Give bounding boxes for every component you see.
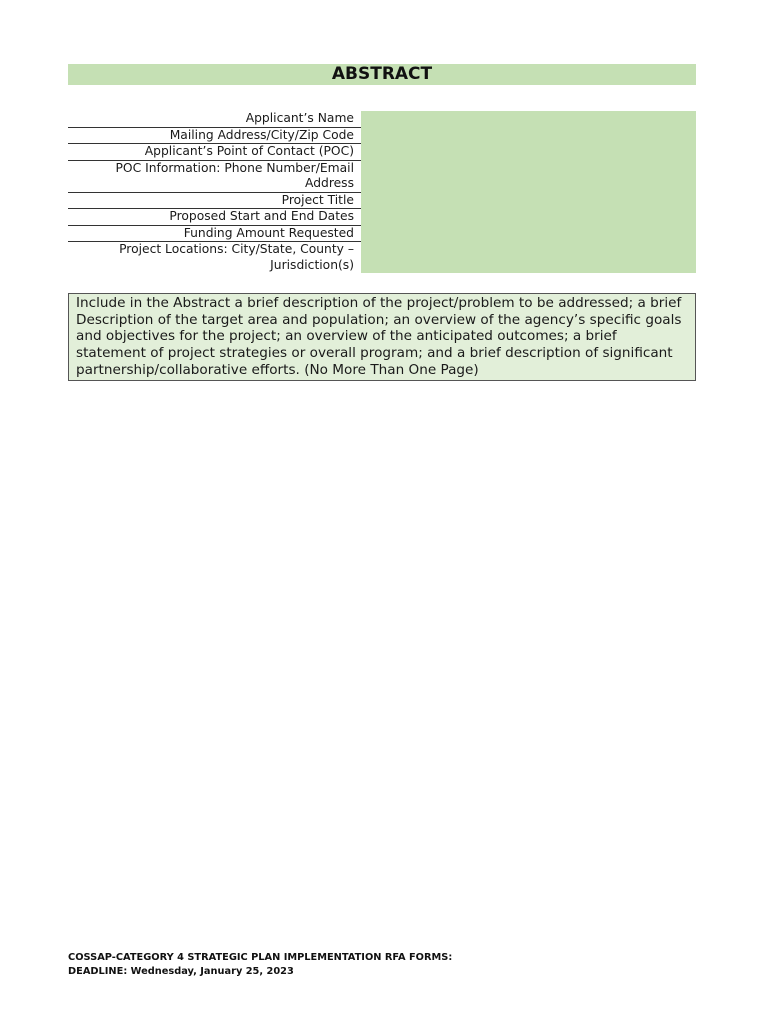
field-label-funding-amount: Funding Amount Requested: [68, 226, 361, 243]
field-label-applicant-name: Applicant’s Name: [68, 111, 361, 128]
field-label-start-end-dates: Proposed Start and End Dates: [68, 209, 361, 226]
field-label-poc-information: POC Information: Phone Number/Email Address: [68, 161, 361, 193]
footer-program-title: COSSAP-CATEGORY 4 STRATEGIC PLAN IMPLEMENTATION RFA FORMS:: [68, 952, 453, 963]
footer-deadline: DEADLINE: Wednesday, January 25, 2023: [68, 966, 294, 977]
field-label-project-title: Project Title: [68, 193, 361, 210]
document-footer: [68, 951, 452, 979]
applicant-info-form: [68, 111, 696, 273]
abstract-instructions[interactable]: Include in the Abstract a brief description of the project/problem to be addressed; a brief Description of the target area and population; an overview of the agency’s specific goals and objectives for the project; an overview of the anticipated outcomes; a brief statement of project strategies or overall program; and a brief description of significant partnership/collaborative efforts. (No More Than One Page): [68, 293, 696, 381]
field-values-input-area[interactable]: [361, 111, 696, 273]
page-title: ABSTRACT: [68, 64, 696, 85]
field-labels-column: [68, 111, 361, 273]
field-label-mailing-address: Mailing Address/City/Zip Code: [68, 128, 361, 145]
field-label-project-locations: Project Locations: City/State, County – Jurisdiction(s): [119, 242, 354, 272]
field-label-point-of-contact: Applicant’s Point of Contact (POC): [68, 144, 361, 161]
